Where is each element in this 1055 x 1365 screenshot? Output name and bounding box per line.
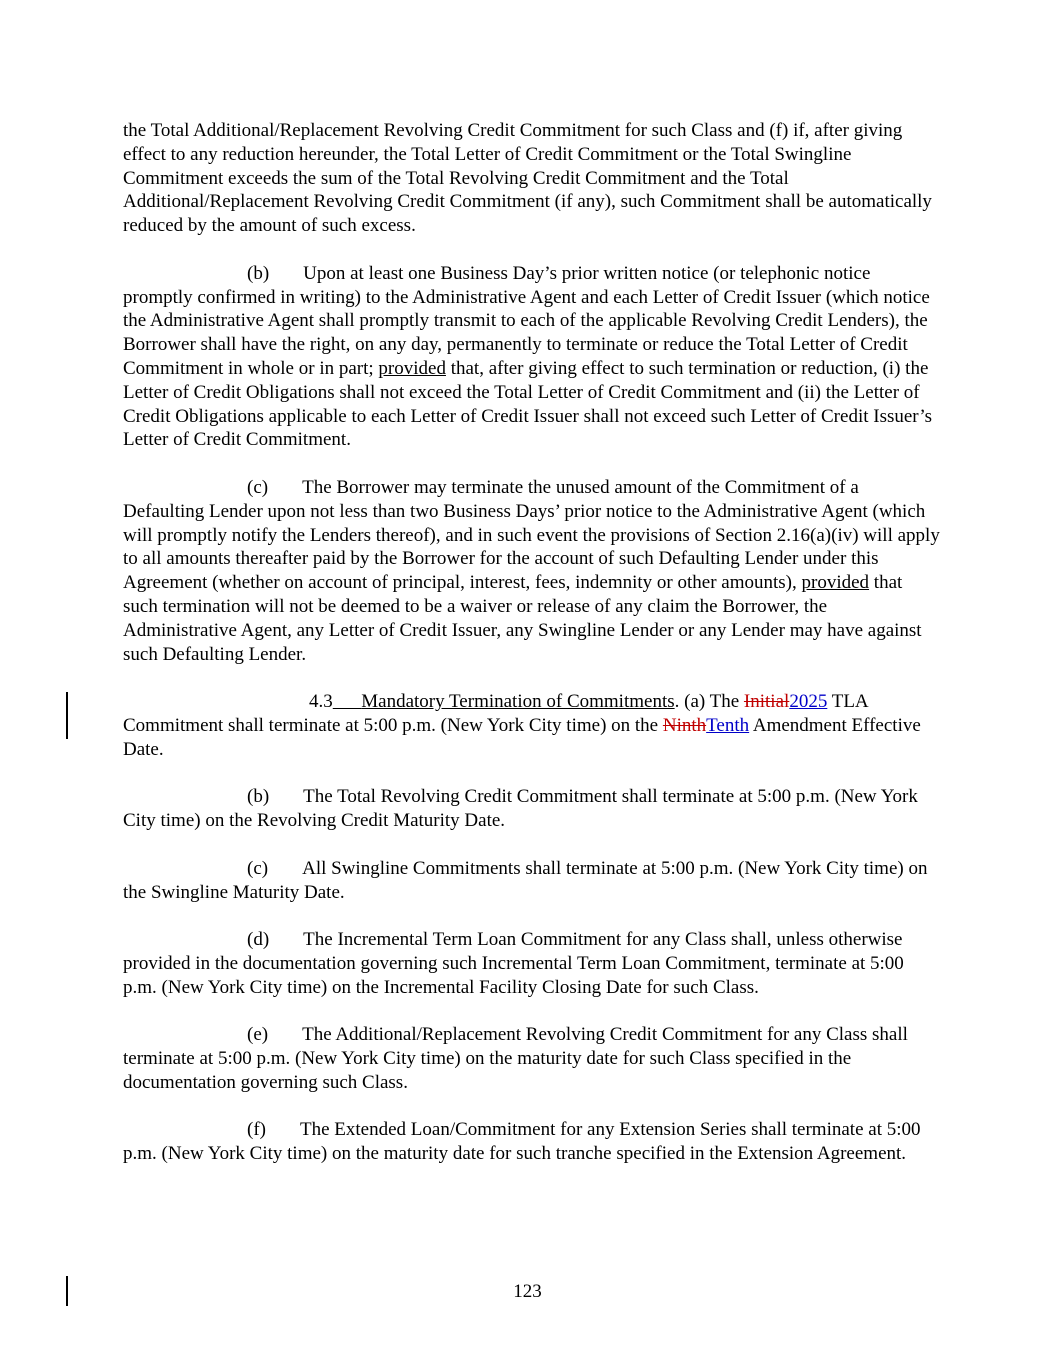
paragraph-continuation-reduction [123, 119, 941, 238]
paragraph-d-incremental-term-loan-termination [123, 928, 941, 999]
underlined-text: Mandatory Termination of Commitments [361, 691, 675, 713]
text-run: All Swingline Commitments shall terminate at 5:00 p.m. (New York City time) on the Swingline Maturity Date. [123, 857, 928, 903]
paragraph-b-revolving-credit-termination [123, 785, 941, 833]
text-run: (b) [247, 262, 270, 284]
text-run: The Borrower may terminate the unused amount of the Commitment of a Defaulting Lender upon not less than two Business Days’ prior notice to the Administrative Agent (which will promptly notify the Lenders thereof), and in such event the provisions of Section 2.16(a)(iv) will apply to all amounts thereafter paid by the Borrower for the account of such Defaulting Lender under this Agreement (whether on account of principal, interest, fees, indemnity or other amounts), [123, 476, 940, 594]
text-run: (d) [247, 929, 270, 951]
paragraph-f-extended-loan-commitment-termination [123, 1118, 941, 1166]
deleted-text: Ninth [662, 714, 707, 736]
text-run: (e) [247, 1024, 269, 1046]
paragraph-c-defaulting-lender-termination [123, 476, 941, 666]
paragraph-c-swingline-termination [123, 857, 941, 905]
text-run: (c) [247, 476, 269, 498]
paragraph-e-additional-replacement-termination [123, 1023, 941, 1094]
underlined-text: provided [378, 357, 446, 379]
text-run: The Incremental Term Loan Commitment for any Class shall, unless otherwise provided in the documentation governing such Incremental Term Loan Commitment, terminate at 5:00 p.m. (New York City time) on the Incremental Facility Closing Date for such Class. [123, 929, 904, 998]
paragraph-b-letter-of-credit-termination [123, 262, 941, 452]
document-body [123, 119, 941, 1190]
text-run: 4.3 [309, 691, 333, 713]
deleted-text: Initial [743, 691, 790, 713]
text-run: The Total Revolving Credit Commitment shall terminate at 5:00 p.m. (New York City time) on the Revolving Credit Maturity Date. [123, 786, 918, 832]
text-run: (f) [247, 1119, 266, 1141]
text-run: TLA Commitment shall terminate at 5:00 p.m. (New York City time) on the [123, 691, 868, 736]
inserted-text: Tenth [706, 714, 750, 736]
text-run: (c) [247, 857, 269, 879]
underlined-text [333, 691, 362, 712]
text-run: the Total Additional/Replacement Revolving Credit Commitment for such Class and (f) if, after giving effect to any reduction hereunder, the Total Letter of Credit Commitment or the Total Swingline Commitment exceeds the sum of the Total Revolving Credit Commitment and the Total Additional/Replacement Revolving Credit Commitment (if any), such Commitment shall be automatically reduced by the amount of such excess. [123, 120, 932, 237]
change-bar [66, 692, 68, 739]
inserted-text: 2025 [789, 691, 828, 713]
text-run: (b) [247, 786, 270, 808]
text-run: that, after giving effect to such termination or reduction, (i) the Letter of Credit Obligations shall not exceed the Total Letter of Credit Commitment and (ii) the Letter of Credit Obligations applicable to each Letter of Credit Issuer shall not exceed such Letter of Credit Issuer’s Letter of Credit Commitment. [123, 357, 933, 451]
page-footer [0, 1280, 1055, 1304]
text-run: . (a) The [674, 691, 744, 713]
page-number: 123 [513, 1281, 542, 1302]
text-run: that such termination will not be deemed to be a waiver or release of any claim the Borrower, the Administrative Agent, any Letter of Credit Issuer, any Swingline Lender or any Lender may have against such Defaulting Lender. [123, 572, 922, 665]
underlined-text: provided [801, 572, 870, 594]
section-4-3-mandatory-termination-of-commitments [123, 690, 941, 761]
text-run: The Additional/Replacement Revolving Credit Commitment for any Class shall terminate at 5:00 p.m. (New York City time) on the maturity date for such Class specified in the documentation governing such Class. [123, 1024, 908, 1093]
text-run: Upon at least one Business Day’s prior written notice (or telephonic notice promptly confirmed in writing) to the Administrative Agent and each Letter of Credit Issuer (which notice the Administrative Agent shall promptly transmit to each of the applicable Revolving Credit Lenders), the Borrower shall have the right, on any day, permanently to terminate or reduce the Total Letter of Credit Commitment in whole or in part; [123, 262, 930, 379]
text-run: Amendment Effective Date. [123, 714, 921, 760]
text-run: The Extended Loan/Commitment for any Extension Series shall terminate at 5:00 p.m. (New York City time) on the maturity date for such tranche specified in the Extension Agreement. [123, 1119, 921, 1165]
